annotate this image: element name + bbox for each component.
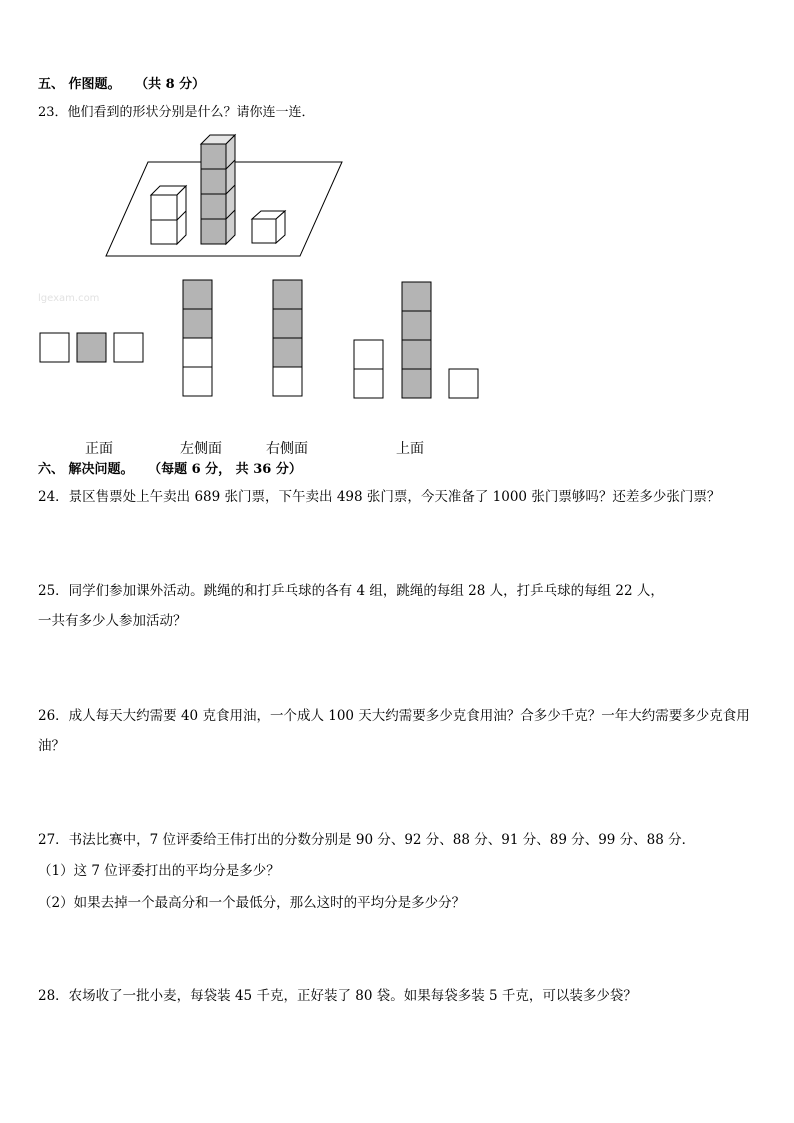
question-26-line-1: 26．成人每天大约需要 40 克食用油，一个成人 100 天大约需要多少克食用油？合多少千克？一年大约需要多少克食用 (38, 708, 750, 724)
section-6-header (38, 461, 302, 479)
view-label-front: 正面 (85, 441, 113, 457)
right-single-cube (252, 211, 285, 243)
question-25-line-2: 一共有多少人参加活动？ (38, 613, 187, 629)
section-6-title: 六、 解决问题。 (38, 462, 134, 477)
question-27: 27．书法比赛中，7 位评委给王伟打出的分数分别是 90 分、92 分、88 分、91 分、89 分、99 分、88 分． (38, 832, 696, 848)
question-24: 24．景区售票处上午卖出 689 张门票，下午卖出 498 张门票，今天准备了 1000 张门票够吗？还差多少张门票？ (38, 489, 721, 505)
question-26-line-2: 油？ (38, 738, 65, 754)
view-option-column-3gray-1white (273, 280, 302, 396)
view-label-top: 上面 (396, 441, 424, 457)
view-label-right: 右侧面 (266, 441, 308, 457)
question-25-line-1: 25．同学们参加课外活动。跳绳的和打乒乓球的各有 4 组，跳绳的每组 28 人，打乒乓球的每组 22 人， (38, 583, 664, 599)
question-27-sub-1: （1）这 7 位评委打出的平均分是多少？ (38, 863, 280, 879)
section-6-score: （每题 6 分， 共 36 分） (148, 462, 302, 477)
view-option-mixed-columns (354, 282, 478, 398)
view-option-column-2gray-2white (183, 280, 212, 396)
question-27-sub-2: （2）如果去掉一个最高分和一个最低分，那么这时的平均分是多少分？ (38, 895, 466, 911)
section-5-score: （共 8 分） (135, 77, 206, 92)
watermark: lgexam.com (38, 293, 100, 304)
view-label-left: 左侧面 (180, 441, 222, 457)
left-cube-stack (151, 186, 186, 244)
question-28: 28．农场收了一批小麦，每袋装 45 千克，正好装了 80 袋。如果每袋多装 5 千克，可以装多少袋？ (38, 988, 637, 1004)
view-option-row-of-three (40, 333, 143, 362)
section-5-title: 五、 作图题。 (38, 77, 121, 92)
middle-cube-stack (201, 135, 235, 244)
question-23-text: 23．他们看到的形状分别是什么？请你连一连． (38, 105, 315, 120)
